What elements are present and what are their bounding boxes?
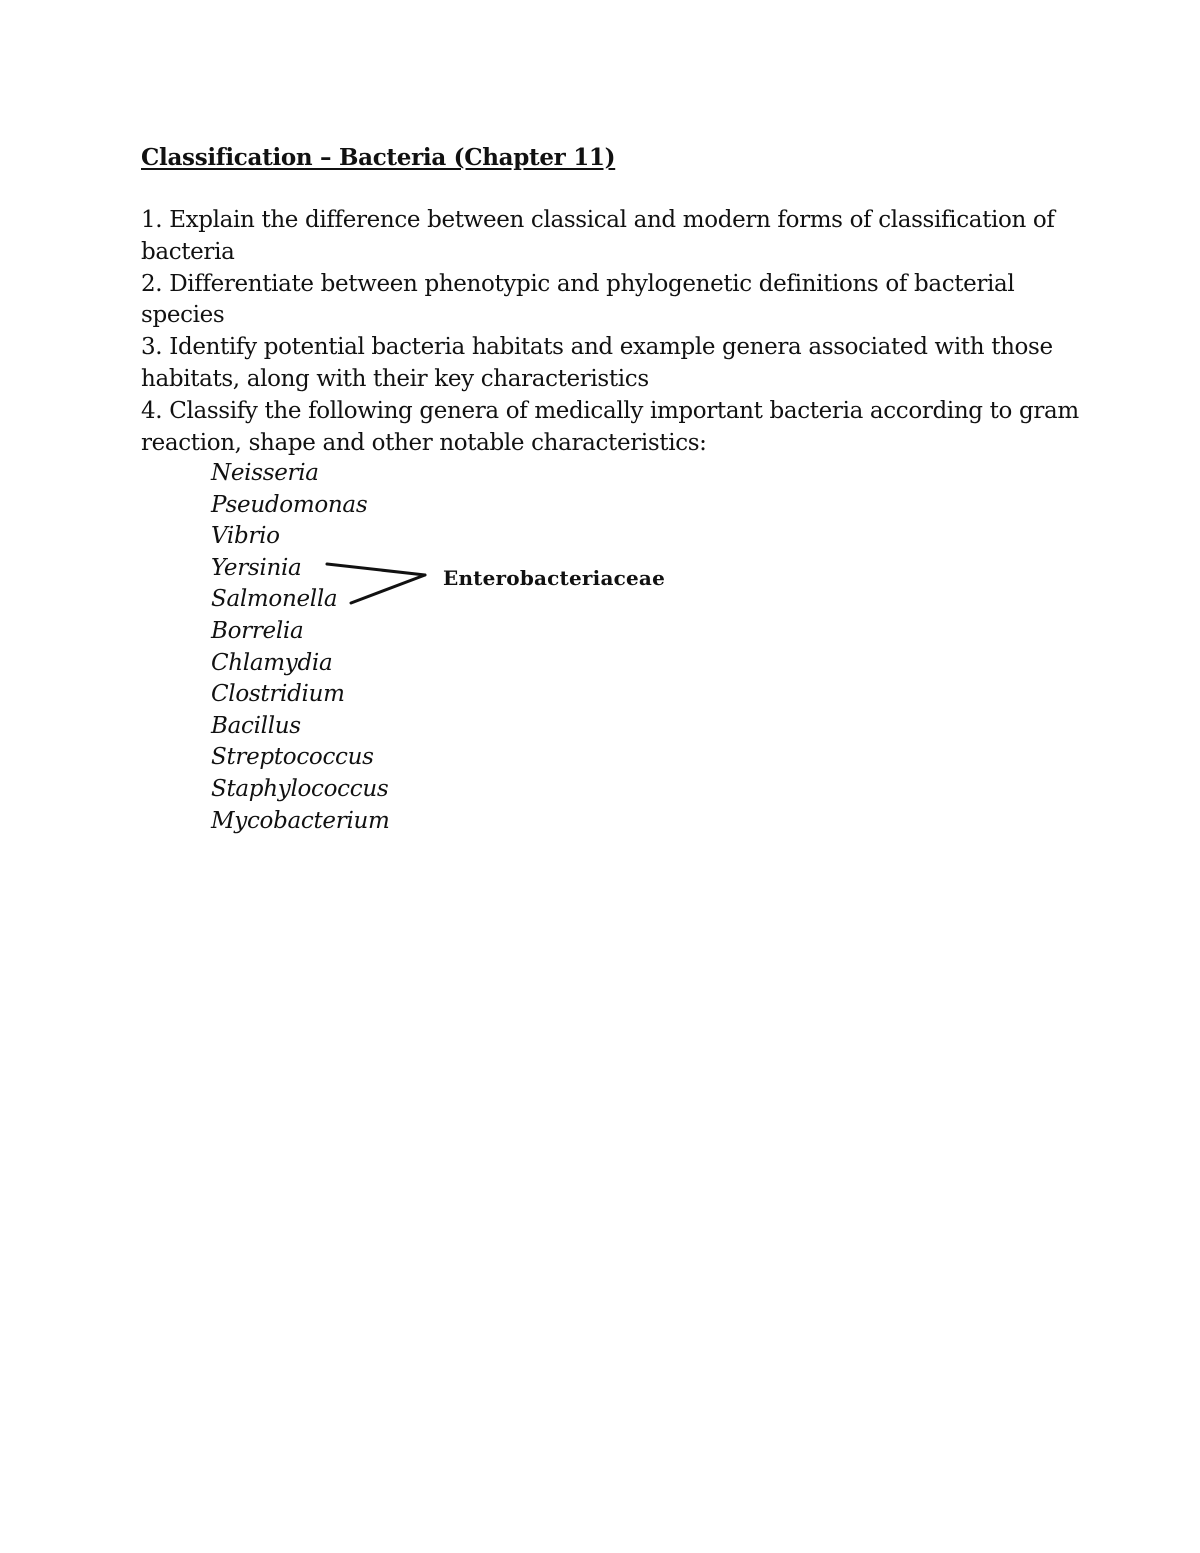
bracket-upper-line (327, 564, 425, 575)
question-item: 1. Explain the difference between classical and modern forms of classification of bacteria (141, 207, 1055, 265)
question-item: 4. Classify the following genera of medically important bacteria according to gram reaction, shape and other notable characteristics: (141, 397, 1079, 456)
genus-item: Clostridium (211, 681, 345, 708)
genus-item: Salmonella (211, 586, 338, 613)
question-list (141, 205, 1081, 459)
genus-item: Neisseria (211, 460, 319, 486)
genus-item: Pseudomonas (211, 491, 368, 518)
genus-item: Yersinia (211, 554, 302, 581)
genus-item: Borrelia (211, 617, 304, 644)
question-item: 2. Differentiate between phenotypic and phylogenetic definitions of bacterial species (141, 270, 1015, 329)
genus-item: Streptococcus (211, 744, 374, 771)
genus-item: Vibrio (211, 523, 280, 550)
question-item: 3. Identify potential bacteria habitats and example genera associated with those habitats, along with their key characteristics (141, 334, 1053, 392)
grouping-bracket (320, 555, 435, 610)
genera-list (211, 458, 390, 837)
genus-item: Staphylococcus (211, 775, 389, 802)
bracket-lower-line (351, 575, 425, 603)
genus-item: Bacillus (211, 712, 301, 739)
genus-item: Chlamydia (211, 649, 333, 676)
genus-item: Mycobacterium (211, 807, 390, 834)
enterobacteriaceae-label: Enterobacteriaceae (443, 566, 665, 590)
document-title: Classification – Bacteria (Chapter 11) (141, 144, 616, 171)
